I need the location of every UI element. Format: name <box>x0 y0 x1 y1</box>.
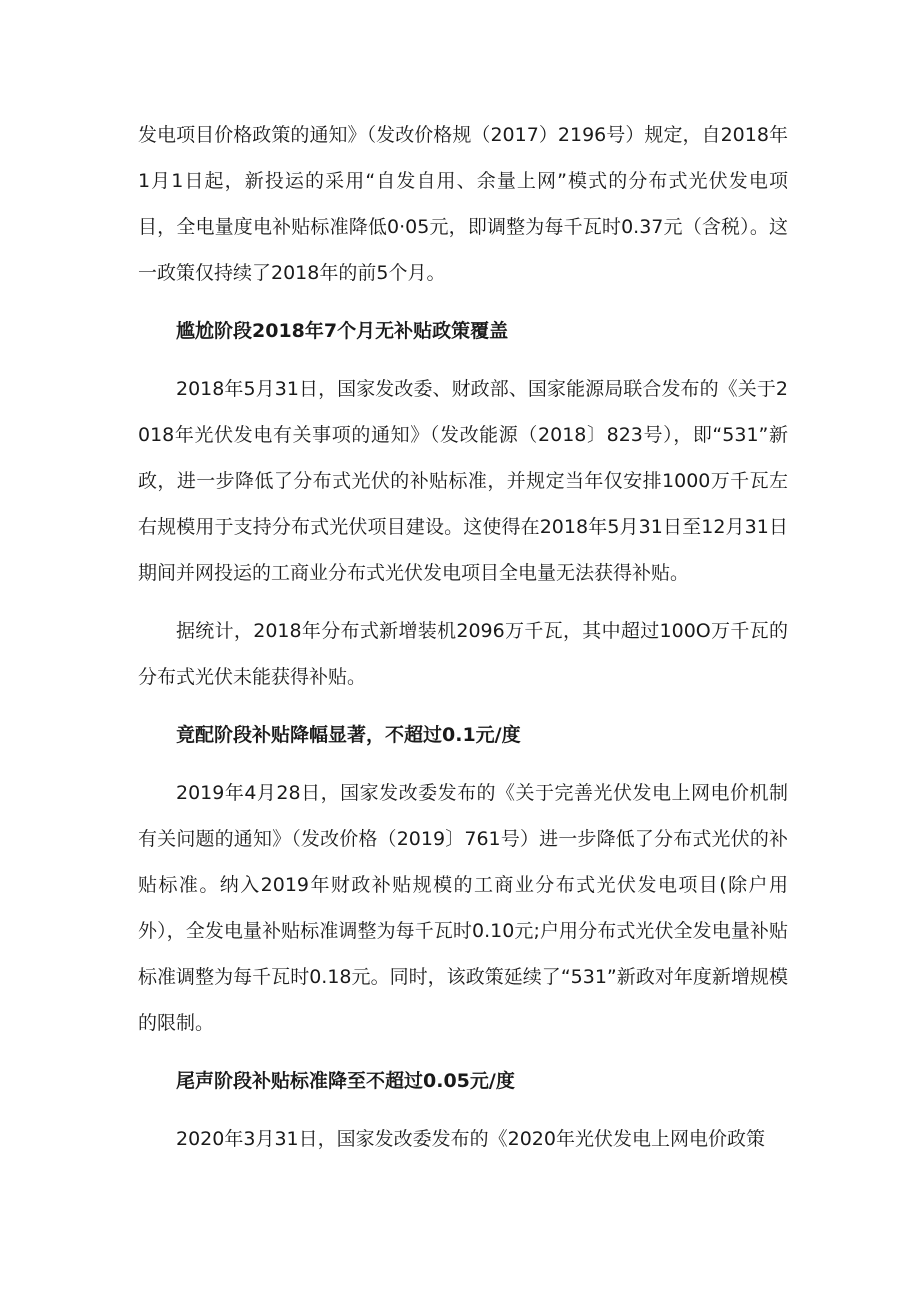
section-heading-final-stage: 尾声阶段补贴标准降至不超过0.05元/度 <box>176 1070 515 1092</box>
document-body <box>138 112 788 1162</box>
paragraph-gap <box>138 1104 788 1116</box>
paragraph-intro-continued: 发电项目价格政策的通知》（发改价格规（2017）2196号）规定，自2018年1月1日起，新投运的采用“自发自用、余量上网”模式的分布式光伏发电项目，全电量度电补贴标准降低0·05元，即调整为每千瓦时0.37元（含税）。这一政策仅持续了2018年的前5个月。 <box>138 124 788 284</box>
paragraph-statistics: 据统计，2018年分布式新增装机2096万千瓦，其中超过100O万千瓦的分布式光伏未能获得补贴。 <box>138 620 788 688</box>
paragraph-gap <box>138 354 788 366</box>
paragraph-gap <box>138 758 788 770</box>
paragraph-531-policy: 2018年5月31日，国家发改委、财政部、国家能源局联合发布的《关于2018年光伏发电有关事项的通知》（发改能源（2018〕823号），即“531”新政，进一步降低了分布式光伏的补贴标准，并规定当年仅安排1000万千瓦左右规模用于支持分布式光伏项目建设。这使得在2018年5月31日至12月31日期间并网投运的工商业分布式光伏发电项目全电量无法获得补贴。 <box>138 378 788 584</box>
section-heading-bidding-stage: 竟配阶段补贴降幅显著，不超过0.1元/度 <box>176 724 521 746</box>
paragraph-gap <box>138 296 788 308</box>
paragraph-2020-policy: 2020年3月31日，国家发改委发布的《2020年光伏发电上网电价政策 <box>176 1128 765 1150</box>
paragraph-gap <box>138 1046 788 1058</box>
section-heading-awkward-stage: 尴尬阶段2018年7个月无补贴政策覆盖 <box>176 320 509 342</box>
paragraph-gap <box>138 700 788 712</box>
paragraph-gap <box>138 596 788 608</box>
paragraph-2019-policy: 2019年4月28日，国家发改委发布的《关于完善光伏发电上网电价机制有关问题的通知》（发改价格（2019〕761号）进一步降低了分布式光伏的补贴标准。纳入2019年财政补贴规模的工商业分布式光伏发电项目(除户用外），全发电量补贴标准调整为每千瓦时0.10元;户用分布式光伏全发电量补贴标准调整为每千瓦时0.18元。同时，该政策延续了“531”新政对年度新增规模的限制。 <box>138 782 788 1034</box>
